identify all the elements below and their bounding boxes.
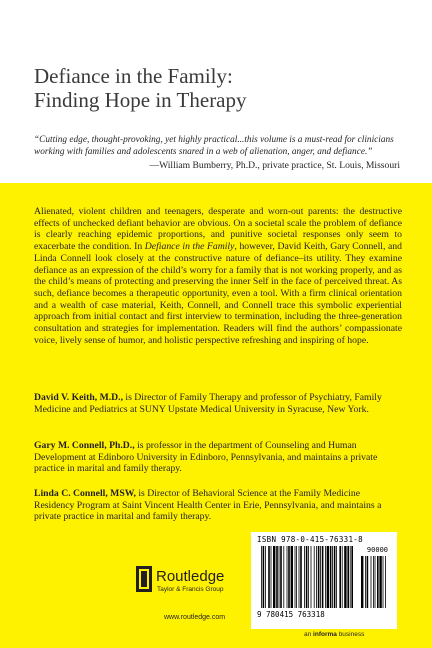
barcode-bar	[273, 546, 275, 608]
author-bio-text: is professor in the department of Counseling and Human Development at Edinboro University in Edinboro, Pennsylvania, and maintains a private practice in marital and family therapy.	[34, 440, 378, 475]
endorsement-quote: “Cutting edge, thought-provoking, yet highly practical...this volume is a must-read for clinicians working with families and adolescents snared in a web of alienation, anger, and defiance.”	[34, 135, 394, 157]
title-line-2: Finding Hope in Therapy	[34, 88, 247, 112]
barcode-bar	[306, 546, 308, 608]
publisher-group: Taylor & Francis Group	[157, 586, 224, 593]
barcode-bar	[288, 546, 290, 608]
barcode-bar	[296, 546, 297, 608]
informa-name: informa	[313, 631, 337, 638]
barcode-bar	[327, 546, 329, 608]
barcode-bar	[287, 546, 288, 608]
description-part-2: , however, David Keith, Gary Connell, and Linda Connell look closely at the constructive nature of defiance–its utility. They examine defiance as an expression of the child’s worry for a family that is not working properly, and as the child’s means of protecting and preserving the inner Self in the face of perceived threat. As such, defiance becomes a therapeutic opportunity, even a tool. With a firm clinical orientation and a wealth of case material, Keith, Connell, and Connell trace this symbolic experiential approach from initial contact and first interview to termination, including the three-generation consultation and strategies for implementation. Readers will find the authors’ compassionate voice, lively sense of humor, and holistic perspective refreshing and inspiring of hope.	[34, 241, 402, 346]
barcode-bar	[304, 546, 305, 608]
barcode-bar	[299, 546, 300, 608]
barcode-bar	[377, 556, 379, 608]
barcode-bar	[316, 546, 317, 608]
author-bio-gary-connell	[34, 440, 400, 475]
barcode-bar	[351, 546, 353, 608]
barcode-bar	[365, 556, 366, 608]
barcode-bar	[361, 556, 363, 608]
description-book-title: Defiance in the Family	[144, 241, 235, 253]
barcode-bar	[339, 546, 341, 608]
author-name: Linda C. Connell, MSW,	[34, 488, 136, 499]
barcode-bar	[344, 546, 346, 608]
barcode-bar	[308, 546, 309, 608]
cover-top-panel	[0, 0, 432, 183]
informa-prefix: an	[304, 631, 314, 638]
ean-digits: 9 780415 763318	[257, 610, 325, 619]
barcode-bar	[336, 546, 337, 608]
publisher-name: Routledge	[156, 568, 225, 585]
publisher-url[interactable]: www.routledge.com	[164, 614, 226, 621]
barcode-bar	[347, 546, 349, 608]
barcode-bar	[325, 546, 326, 608]
barcode-bar	[334, 546, 336, 608]
description-part-1: Alienated, violent children and teenagers, desperate and worn-out parents: the destructive effects of unchecked defiant behavior are obvious. On a societal scale the problem of defiance is clearly reaching epidemic proportions, and punitive societal responses only seem to exacerbate the condition. In	[34, 206, 402, 253]
barcode-bar	[279, 546, 280, 608]
quote-attribution: —William Bumberry, Ph.D., private practice, St. Louis, Missouri	[149, 160, 400, 171]
barcode-bar	[261, 546, 262, 608]
barcode-bar	[379, 556, 381, 608]
barcode-bars	[257, 546, 391, 608]
barcode-bar	[322, 546, 324, 608]
informa-suffix: business	[336, 631, 365, 638]
barcode-bar	[383, 556, 384, 608]
barcode-bar	[291, 546, 293, 608]
informa-business	[304, 631, 364, 638]
author-bio-linda-connell	[34, 488, 400, 523]
barcode-bar	[265, 546, 266, 608]
barcode-bar	[373, 556, 374, 608]
barcode-bar	[283, 546, 284, 608]
barcode-bar	[311, 546, 312, 608]
author-bio-text: is Director of Behavioral Science at the Family Medicine Residency Program at Saint Vincent Health Center in Erie, Pennsylvania, and maintains a private practice in marital and family therapy.	[34, 488, 382, 523]
author-name: David V. Keith, M.D.,	[34, 392, 123, 403]
barcode-bar	[268, 546, 270, 608]
book-title	[34, 64, 414, 112]
barcode-bar	[314, 546, 315, 608]
isbn-label: ISBN 978-0-415-76331-8	[257, 535, 363, 544]
barcode-bar	[280, 546, 282, 608]
barcode-bar	[385, 556, 386, 608]
barcode-bar	[342, 546, 343, 608]
author-bio-keith	[34, 392, 400, 415]
barcode-bar	[271, 546, 272, 608]
routledge-logo-icon	[136, 566, 152, 592]
barcode-bar	[350, 546, 351, 608]
barcode-bar	[320, 546, 321, 608]
price-code: 90000	[366, 546, 388, 554]
barcode-bar	[367, 556, 369, 608]
barcode-bar	[375, 556, 376, 608]
title-line-1: Defiance in the Family:	[34, 64, 233, 88]
isbn-barcode	[251, 532, 397, 629]
author-name: Gary M. Connell, Ph.D.,	[34, 440, 135, 451]
barcode-bar	[276, 546, 278, 608]
author-bio-text: is Director of Family Therapy and professor of Psychiatry, Family Medicine and Pediatrics at SUNY Upstate Medical University in Syracuse, New York.	[34, 392, 382, 415]
barcode-bar	[263, 546, 265, 608]
barcode-bar	[332, 546, 333, 608]
barcode-bar	[330, 546, 332, 608]
book-description	[34, 206, 402, 346]
barcode-bar	[371, 556, 372, 608]
barcode-bar	[318, 546, 320, 608]
barcode-bar	[295, 546, 296, 608]
barcode-bar	[300, 546, 302, 608]
